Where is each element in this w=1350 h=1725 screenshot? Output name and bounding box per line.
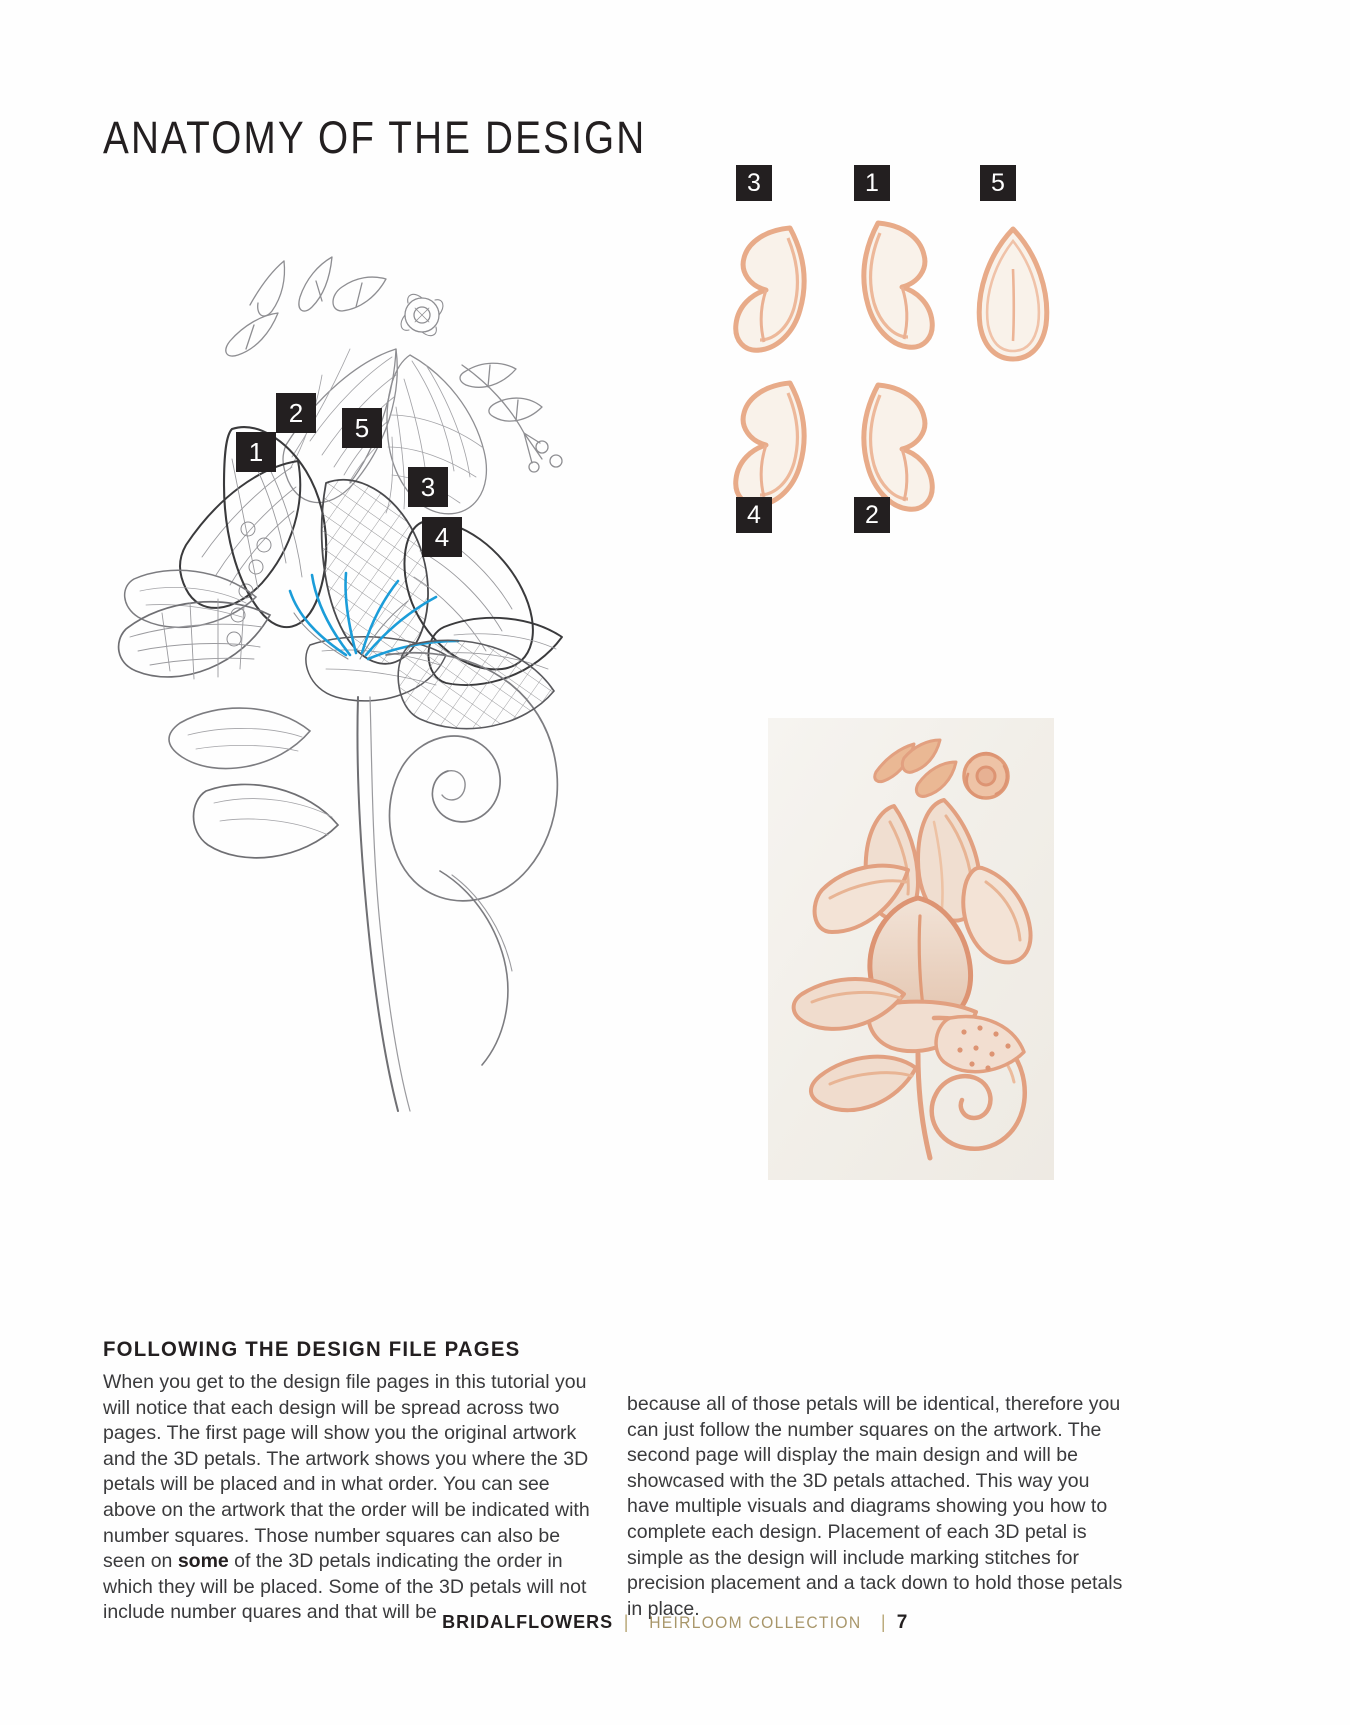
page-title: ANATOMY OF THE DESIGN [103, 112, 647, 163]
article-column-left [103, 1370, 600, 1626]
artwork-badge-1: 1 [236, 432, 276, 472]
petal-sample-4 [720, 375, 830, 515]
article-column-right [627, 1392, 1124, 1622]
footer-separator-1: | [623, 1612, 629, 1632]
page-footer [0, 1612, 1350, 1634]
artwork-badge-2: 2 [276, 393, 316, 433]
article-left-part2: of the 3D petals indicating the order in which they will be placed. Some of the 3D petals will not include number quares and that will be [103, 1550, 587, 1624]
artwork-badge-4: 4 [422, 517, 462, 557]
artwork-sketch [110, 245, 630, 1115]
article-left-part1: When you get to the design file pages in this tutorial you will notice that each design will be spread across two pages. The first page will show you the original artwork and the 3D petals. The artwork shows you where the 3D petals will be placed and in what order. You can see above on the artwork that the order will be indicated with number squares. Those number squares can also be seen on [103, 1371, 590, 1573]
footer-collection: HEIRLOOM COLLECTION [648, 1613, 861, 1632]
petal-sample-3 [720, 220, 830, 360]
petal-badge-4: 4 [736, 497, 772, 533]
petal-badge-2: 2 [854, 497, 890, 533]
article-right-text: because all of those petals will be identical, therefore you can just follow the number squares on the artwork. The second page will display the main design and will be showcased with the 3D petals attached. This way you have multiple visuals and diagrams showing you how to complete each design. Placement of each 3D petal is simple as the design will include marking stitches for precision placement and a tack down to hold those petals in place. [627, 1393, 1123, 1620]
petal-badge-5: 5 [980, 165, 1016, 201]
footer-separator-2: | [880, 1612, 887, 1632]
section-heading: FOLLOWING THE DESIGN FILE PAGES [103, 1338, 521, 1361]
artwork-badge-3: 3 [408, 467, 448, 507]
petal-samples-grid [700, 165, 1080, 565]
finished-embroidery-photo [768, 718, 1054, 1180]
petal-badge-3: 3 [736, 165, 772, 201]
footer-brand: BRIDALFLOWERS [442, 1612, 614, 1632]
petal-sample-5 [958, 223, 1068, 363]
article-left-emphasis: some [177, 1550, 229, 1573]
artwork-badge-5: 5 [342, 408, 382, 448]
petal-badge-1: 1 [854, 165, 890, 201]
petal-sample-2 [838, 375, 948, 515]
petal-sample-1 [838, 213, 948, 353]
footer-page-number: 7 [896, 1612, 908, 1633]
